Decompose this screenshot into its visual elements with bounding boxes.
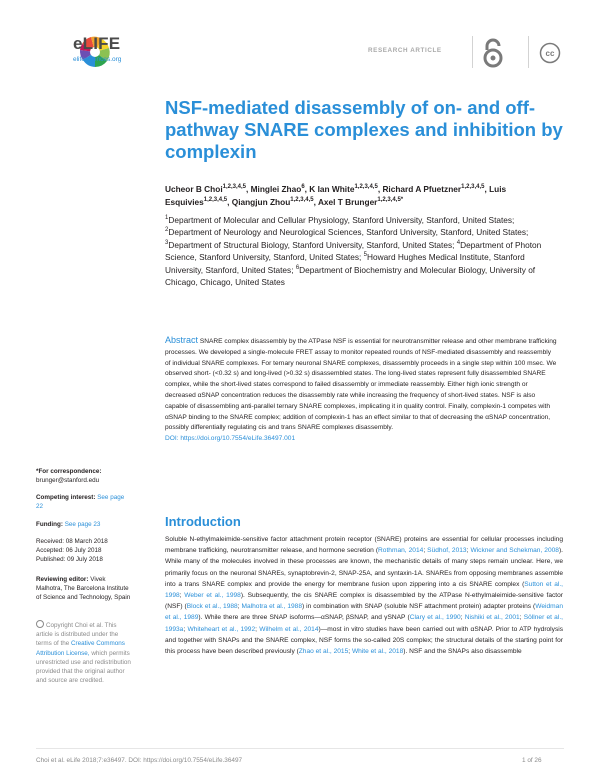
competing-interest-link[interactable]: See page 22 [36, 494, 125, 511]
paragraph-text: )—most in vitro studies have been carried out with αSNAP. Prior to ATP hydrolysis and together with SNAPs and the SNARE complex, NSF forms the so-called 20S complex; the structural details of the starting point for this process have been described previously ( [165, 625, 563, 656]
paragraph-text: ; [460, 614, 465, 622]
paragraph-text: ; [466, 547, 471, 555]
copyright-icon [36, 620, 44, 628]
copyright-suffix: which permits unrestricted use and redistribution provided that the original author and source are credited. [36, 649, 131, 685]
citation-link[interactable]: Rothman, 2014 [378, 547, 424, 555]
author[interactable]: Luis Esquivies$^{1,2,3,4,5}$ [165, 184, 507, 207]
funding-block [36, 520, 131, 529]
funding-label: Funding: [36, 521, 63, 528]
open-access-icon[interactable] [481, 38, 505, 68]
article-type-label: RESEARCH ARTICLE [368, 47, 442, 54]
elife-site-link[interactable]: elifesciences.org [73, 56, 122, 63]
footer-divider [36, 748, 564, 749]
dates-block [36, 537, 131, 565]
license-block [36, 620, 131, 685]
article-title: NSF-mediated disassembly of on- and off-pathway SNARE complexes and inhibition by complexin [165, 97, 563, 162]
paragraph-text: ; [183, 625, 188, 633]
header-divider [472, 36, 473, 68]
citation-link[interactable]: Malhotra et al., 1988 [241, 603, 302, 611]
paragraph-text: ) in combination with SNAP (soluble NSF attachment protein) adapter proteins ( [302, 603, 536, 611]
citation-link[interactable]: Südhof, 2013 [427, 547, 467, 555]
author[interactable]: Qiangjun Zhou$^{1,2,3,4,5}$ [231, 197, 314, 207]
paragraph-text: Soluble N-ethylmaleimide-sensitive factor attachment protein receptor (SNARE) proteins are essential for cellular processes including membrane trafficking, neurotransmitter release, and hormone secretion ( [165, 536, 563, 555]
affiliation: $^1$Department of Molecular and Cellular Physiology, Stanford University, Stanford, United States; [165, 215, 515, 225]
svg-text:cc: cc [545, 49, 555, 58]
affiliation: $^4$Department of Photon Science, Stanford University, Stanford, United States; [165, 239, 542, 263]
published-date: Published: 09 July 2018 [36, 556, 103, 564]
citation-link[interactable]: Zhao et al., 2015 [298, 648, 349, 656]
competing-interest-label: Competing interest: [36, 494, 96, 501]
affiliation: $^5$Howard Hughes Medical Institute, Stanford University, Stanford, United States; [165, 252, 525, 275]
citation-link[interactable]: Weidman et al., 1989 [165, 603, 563, 622]
paragraph-text: ; [237, 603, 242, 611]
affiliation: $^6$Department of Biochemistry and Molecular Biology, University of Chicago, Chicago, United States [165, 264, 536, 288]
paragraph-text: ; [179, 592, 185, 600]
citation-link[interactable]: Nishiki et al., 2001 [464, 614, 520, 622]
author[interactable]: Ucheor B Choi$^{1,2,3,4,5}$ [165, 184, 246, 194]
citation-link[interactable]: White et al., 2018 [351, 648, 404, 656]
reviewing-editor-block [36, 575, 131, 603]
author-list: Ucheor B Choi$^{1,2,3,4,5}$, Minglei Zhao$^6$, K Ian White$^{1,2,3,4,5}$, Richard A Pfuetzner$^{1,2,3,4,5}$, Luis Esquivies$^{1,2,3,4,5}$, Qiangjun Zhou$^{1,2,3,4,5}$, Axel T Brunger$^{1,2,3,4,5*}$ [165, 184, 507, 207]
paragraph-text: ; [255, 625, 260, 633]
paragraph-text: ; [519, 614, 524, 622]
creative-commons-icon[interactable] [539, 42, 561, 64]
paragraph-text: ). NSF and the SNAPs also disassemble [403, 648, 522, 656]
citation-link[interactable]: Whiteheart et al., 1992 [187, 625, 256, 633]
abstract-heading: Abstract [165, 335, 199, 345]
reviewing-editor-text: Vivek Malhotra, The Barcelona Institute of Science and Technology, Spain [36, 576, 131, 602]
received-date: Received: 08 March 2018 [36, 538, 108, 545]
affiliation: $^3$Department of Structural Biology, Stanford University, Stanford, United States; [165, 239, 455, 250]
citation-link[interactable]: Block et al., 1988 [186, 603, 238, 611]
footer-citation: Choi et al. eLife 2018;7:e36497. DOI: https://doi.org/10.7554/eLife.36497 [36, 757, 243, 764]
citation-link[interactable]: Clary et al., 1990 [409, 614, 461, 622]
paragraph-text: ). While many of the molecules involved in these processes are known, the mechanistic details of many steps remain unclear. Here, we primarily focus on the neuronal SNAREs, synaptobrevin-2, SNAP-25A, and syntaxin-1A. SNAREs from opposing membranes assemble into a trans SNARE complex and provide the energy for membrane fusion upon zippering into a cis SNARE complex ( [165, 547, 564, 588]
reviewing-editor-label: Reviewing editor: [36, 576, 89, 583]
page-number: 1 of 26 [522, 757, 542, 764]
citation-link[interactable]: Weber et al., 1998 [184, 592, 241, 600]
accepted-date: Accepted: 06 July 2018 [36, 547, 102, 555]
citation-link[interactable]: Sutton et al., 1998 [165, 580, 563, 600]
affiliation: $^2$Department of Neurology and Neurological Sciences, Stanford University, Stanford, United States; [165, 227, 529, 238]
correspondence-label: *For correspondence: [36, 468, 102, 475]
paragraph-text: ). Subsequently, the cis SNARE complex is disassembled by the ATPase N-ethylmaleimide-sensitive factor (NSF) ( [165, 592, 563, 611]
correspondence-block [36, 467, 131, 485]
introduction-paragraph [165, 534, 563, 657]
funding-link[interactable]: See page 23 [64, 521, 101, 528]
abstract [165, 335, 558, 445]
competing-interest-block [36, 493, 131, 511]
header-divider [528, 36, 529, 68]
citation-link[interactable]: Söllner et al., 1993a [165, 614, 563, 633]
elife-wordmark[interactable]: eLIFE [73, 34, 121, 53]
introduction-heading: Introduction [165, 514, 241, 529]
author[interactable]: Axel T Brunger$^{1,2,3,4,5*}$ [317, 197, 404, 207]
citation-link[interactable]: Wilhelm et al., 2014 [259, 625, 319, 633]
abstract-text: SNARE complex disassembly by the ATPase NSF is essential for neurotransmitter release and other membrane trafficking processes. We developed a single-molecule FRET assay to monitor repeated rounds of NSF-mediated disassembly and reassembly of individual SNARE complexes. For ternary neuronal SNARE complexes, disassembly proceeds in a single step within 100 msec. We observed short- (<0.32 s) and long-lived (>0.32 s) disassembled states. The long-lived states represent fully disassembled SNARE complex, while the short-lived states correspond to failed disassembly or immediate reassembly. Either high ionic strength or decreased αSNAP concentration reduces the disassembly rate while increasing the frequency of short-lived states. NSF is also capable of disassembling anti-parallel ternary SNARE complexes, implicating it in quality control. Finally, complexin-1 competes with αSNAP binding to the SNARE complex; addition of complexin-1 has an effect similar to that of decreasing the αSNAP concentration, possibly differentially regulating cis and trans SNARE complexes disassembly. [165, 338, 557, 432]
abstract-doi-link[interactable]: DOI: https://doi.org/10.7554/eLife.36497.001 [165, 435, 296, 443]
paragraph-text: ; [348, 648, 352, 656]
author[interactable]: K Ian White$^{1,2,3,4,5}$ [309, 184, 378, 194]
author[interactable]: Richard A Pfuetzner$^{1,2,3,4,5}$ [382, 184, 485, 194]
license-link[interactable]: Creative Commons Attribution License, [36, 640, 125, 657]
footer-doi-link[interactable]: DOI: https://doi.org/10.7554/eLife.36497 [128, 757, 243, 764]
affiliation-list [165, 214, 560, 288]
copyright-prefix: Copyright Choi et al. This article is distributed under the terms of the [36, 622, 119, 648]
paragraph-text: ; [423, 547, 428, 555]
paragraph-text: ). While there are three SNAP isoforms—αSNAP, βSNAP, and γSNAP ( [198, 614, 410, 622]
citation-link[interactable]: Wickner and Schekman, 2008 [470, 547, 559, 555]
correspondence-email[interactable]: brunger@stanford.edu [36, 477, 100, 485]
author[interactable]: Minglei Zhao$^6$ [250, 184, 305, 194]
